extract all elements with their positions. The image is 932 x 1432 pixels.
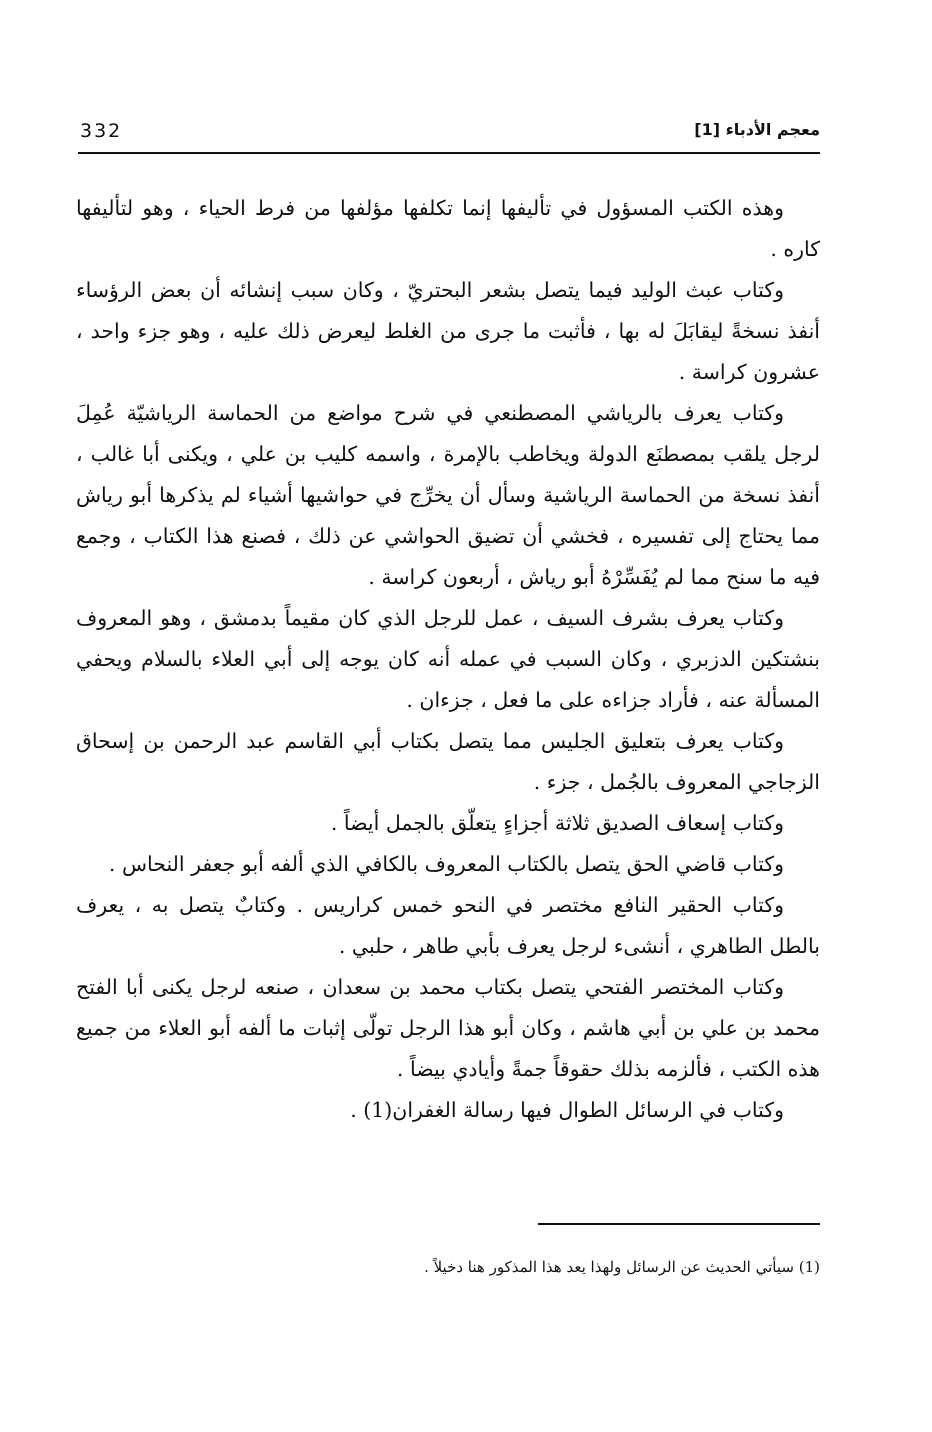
body-text xyxy=(76,188,820,1131)
page-number: 332 xyxy=(80,120,123,142)
paragraph: وكتاب عبث الوليد فيما يتصل بشعر البحتريّ ، وكان سبب إنشائه أن بعض الرؤساء أنفذ نسخةً ليقابَلَ له بها ، فأثبت ما جرى من الغلط ليعرض ذلك عليه ، وهو جزء واحد ، عشرون كراسة . xyxy=(76,278,820,384)
paragraph: وكتاب يعرف بشرف السيف ، عمل للرجل الذي كان مقيماً بدمشق ، وهو المعروف بنشتكين الدزبري ، وكان السبب في عمله أنه كان يوجه إلى أبي العلاء بالسلام ويحفي المسألة عنه ، فأراد جزاءه على ما فعل ، جزءان . xyxy=(76,606,820,712)
paragraph: وكتاب الحقير النافع مختصر في النحو خمس كراريس . وكتابٌ يتصل به ، يعرف بالطل الطاهري ، أنشىء لرجل يعرف بأبي طاهر ، حلبي . xyxy=(76,893,820,958)
page-header xyxy=(78,118,820,150)
footnote: (1) سيأتي الحديث عن الرسائل ولهذا يعد هذا المذكور هنا دخيلاً . xyxy=(424,1258,820,1276)
paragraph: وكتاب يعرف بالرياشي المصطنعي في شرح مواضع من الحماسة الرياشيّة عُمِلَ لرجل يلقب بمصطنَع الدولة ويخاطب بالإمرة ، واسمه كليب بن علي ، ويكنى أبا غالب ، أنفذ نسخة من الحماسة الرياشية وسأل أن يخرِّج في حواشيها أشياء لم يذكرها أبو رياش مما يحتاج إلى تفسيره ، فخشي أن تضيق الحواشي عن ذلك ، فصنع هذا الكتاب ، وجمع فيه ما سنح مما لم يُفَسِّرْهُ أبو رياش ، أربعون كراسة . xyxy=(76,401,820,589)
running-title: معجم الأدباء [1] xyxy=(694,120,820,139)
paragraph: وكتاب قاضي الحق يتصل بالكتاب المعروف بالكافي الذي ألفه أبو جعفر النحاس . xyxy=(108,852,784,876)
footnote-rule xyxy=(538,1223,820,1225)
header-rule xyxy=(78,152,820,154)
paragraph: وهذه الكتب المسؤول في تأليفها إنما تكلفها مؤلفها من فرط الحياء ، وهو لتأليفها كاره . xyxy=(76,196,820,261)
paragraph: وكتاب إسعاف الصديق ثلاثة أجزاءٍ يتعلّق بالجمل أيضاً . xyxy=(330,811,784,835)
paragraph: وكتاب يعرف بتعليق الجليس مما يتصل بكتاب أبي القاسم عبد الرحمن بن إسحاق الزجاجي المعروف بالجُمل ، جزء . xyxy=(76,729,820,794)
paragraph: وكتاب في الرسائل الطوال فيها رسالة الغفران(1) . xyxy=(350,1098,784,1122)
paragraph: وكتاب المختصر الفتحي يتصل بكتاب محمد بن سعدان ، صنعه لرجل يكنى أبا الفتح محمد بن علي بن أبي هاشم ، وكان أبو هذا الرجل تولّى إثبات ما ألفه أبو العلاء من جميع هذه الكتب ، فألزمه بذلك حقوقاً جمةً وأيادي بيضاً . xyxy=(76,975,820,1081)
